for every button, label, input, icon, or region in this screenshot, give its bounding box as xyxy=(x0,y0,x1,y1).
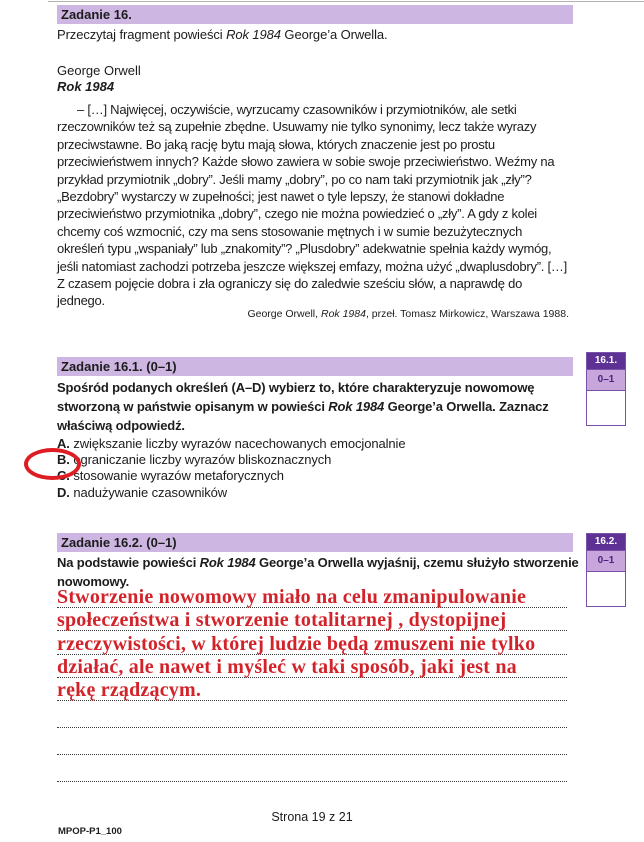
answer-ruled-line xyxy=(57,781,567,782)
exam-form-code: MPOP-P1_100 xyxy=(58,826,122,837)
excerpt-line: „Bezdobry” wystarczy w zupełności; jest nawet o tyle lepszy, że stanowi dokładne xyxy=(57,189,505,205)
italic-text: Rok 1984 xyxy=(199,555,256,570)
question-line xyxy=(57,397,549,416)
option-letter: C. xyxy=(57,468,74,484)
option-letter: A. xyxy=(57,436,74,451)
excerpt-line: jednego. xyxy=(57,293,105,309)
text: George’a Orwella. Zaznacz xyxy=(384,399,549,414)
author-title-line xyxy=(57,79,141,95)
answer-text-line: działać, ale nawet i myśleć w taki sposób, jaki jest na xyxy=(57,655,517,678)
scan-edge-line xyxy=(48,1,644,2)
option-text: zwiększanie liczby wyrazów nacechowanych emocjonalnie xyxy=(73,436,406,451)
italic-text: Rok 1984 xyxy=(320,308,366,320)
text: , przeł. Tomasz Mirkowicz, Warszawa 1988. xyxy=(365,308,569,320)
text: George’a Orwella. xyxy=(280,27,388,42)
excerpt-line: chcemy coś wzmocnić, czy ma sens stosowanie mętnych i w sumie bezużytecznych xyxy=(57,223,523,239)
option-letter: B. xyxy=(57,452,74,468)
answer-ruled-line xyxy=(57,727,567,728)
text: George Orwell xyxy=(57,63,141,78)
option-text: ograniczanie liczby wyrazów bliskoznacznych xyxy=(73,452,332,468)
italic-text: Rok 1984 xyxy=(57,78,115,94)
excerpt-line: Z czasem pojęcie dobra i zła ograniczy się do zaledwie sześciu słów, a naprawdę do xyxy=(57,276,523,292)
excerpt-line: – […] Najwięcej, oczywiście, wyrzucamy czasowników i przymiotników, ale setki xyxy=(77,102,517,117)
score-box-task-label: 16.1. xyxy=(587,353,625,369)
excerpt-line: określeń typu „wspaniały” lub „znakomity”? „Plusdobry” adekwatnie spełnia każdy wymóg, xyxy=(57,241,552,257)
text: właściwą odpowiedź. xyxy=(57,418,185,433)
italic-text: Rok 1984 xyxy=(328,399,385,414)
text: George’a Orwella wyjaśnij, czemu służyło stworzenie xyxy=(255,555,579,570)
italic-text: Rok 1984 xyxy=(226,27,281,42)
excerpt-line: przeciwieństwo przymiotnika „dobry”, czego nie można powiedzieć o „zły”. A gdy z kolei xyxy=(57,206,537,222)
task-16-2-header-bar: Zadanie 16.2. (0–1) xyxy=(57,533,573,552)
text: Przeczytaj fragment powieści xyxy=(57,27,227,42)
answer-text-line: społeczeństwa i stworzenie totalitarnej , dystopijnej xyxy=(57,609,507,632)
score-box-points-range: 0–1 xyxy=(587,550,625,572)
author-title-line xyxy=(57,63,141,79)
score-box-points-range: 0–1 xyxy=(587,369,625,391)
score-box-empty-cell xyxy=(587,391,625,425)
task-16-1-header-bar: Zadanie 16.1. (0–1) xyxy=(57,357,573,376)
text: Na podstawie powieści xyxy=(57,555,200,570)
question-line xyxy=(57,378,549,397)
text: stworzoną w państwie opisanym w powieści xyxy=(57,399,329,414)
answer-text-line: rękę rządzącym. xyxy=(57,679,202,702)
answer-option-b xyxy=(57,452,405,468)
option-letter: D. xyxy=(57,484,74,500)
score-box-16-1 xyxy=(586,352,626,426)
text: Spośród podanych określeń (A–D) wybierz to, które charakteryzuje nowomowę xyxy=(57,380,535,395)
answer-options-list xyxy=(57,436,405,501)
answer-option-a xyxy=(57,436,405,452)
handwritten-red-answer xyxy=(57,586,571,702)
page-number: Strona 19 z 21 xyxy=(271,810,353,824)
answer-text-line: Stworzenie nowomowy miało na celu zmanipulowanie xyxy=(57,586,527,608)
answer-ruled-line xyxy=(57,754,567,755)
score-box-task-label: 16.2. xyxy=(587,534,625,550)
text: nowomowy. xyxy=(57,574,130,589)
task-16-header-bar: Zadanie 16. xyxy=(57,5,573,24)
score-box-16-2 xyxy=(586,533,626,607)
passage-author-title xyxy=(57,63,141,94)
excerpt-line: przeciwieństwem innych? Każde słowo zawiera w sobie swoje przeciwieństwo. Weźmy na xyxy=(57,154,555,170)
question-line xyxy=(57,416,549,435)
task-16-instruction xyxy=(57,27,388,42)
novel-excerpt xyxy=(57,101,571,310)
answer-text-line: rzeczywistości, w której ludzie będą zmuszeni nie tylko xyxy=(57,632,536,655)
question-line xyxy=(57,553,579,572)
task-16-1-question xyxy=(57,378,549,435)
excerpt-line: rzeczowników też są zupełnie zbędne. Usuwamy nie tylko synonimy, lecz także wyrazy xyxy=(57,119,537,135)
red-circle-annotation-option-b xyxy=(24,448,81,480)
excerpt-line: przykład przymiotnik „dobry”. Jeśli mamy „dobry”, po co nam taki przymiotnik jak „zły”? xyxy=(57,171,532,187)
excerpt-line: jeśli natomiast zachodzi potrzeba jeszcze większej emfazy, można użyć „dwaplusdobry”. […] xyxy=(57,258,568,274)
answer-option-c xyxy=(57,468,405,484)
option-text: nadużywanie czasowników xyxy=(73,484,228,500)
excerpt-line: przeciwstawne. Bo jaką rację bytu mają słowa, których znaczenie jest po prostu xyxy=(57,136,495,152)
text: George Orwell, xyxy=(247,308,321,320)
excerpt-source-citation xyxy=(57,308,569,320)
score-box-empty-cell xyxy=(587,572,625,606)
option-text: stosowanie wyrazów metaforycznych xyxy=(73,468,284,484)
answer-option-d xyxy=(57,485,405,501)
